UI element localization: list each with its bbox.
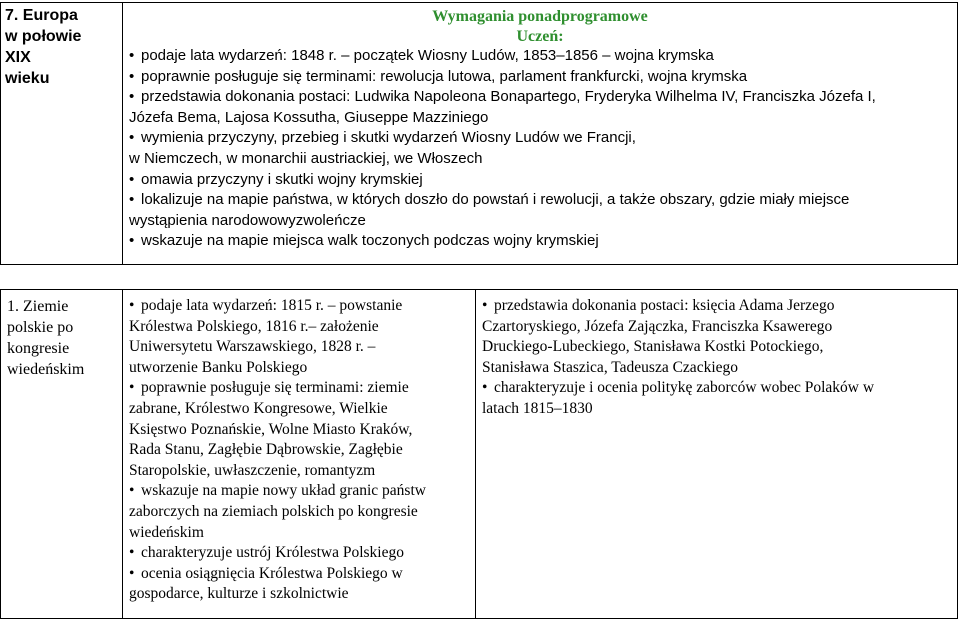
topic-line: wieku: [5, 70, 50, 87]
list-item: [482, 296, 874, 317]
basic-requirements-cell-ziemie: [122, 289, 476, 619]
list-item: [129, 440, 426, 461]
topic-label-ziemie: [7, 296, 84, 380]
list-item-text: zaborczych na ziemiach polskich po kongresie: [129, 502, 418, 520]
list-item: [482, 337, 874, 358]
topic-cell-ziemie: [0, 289, 123, 619]
list-item-text: Uniwersytetu Warszawskiego, 1828 r. –: [129, 338, 376, 356]
list-item-text: • ocenia osiągnięcia Królestwa Polskiego w: [129, 565, 403, 582]
list-item: [129, 87, 876, 108]
list-item: [129, 149, 876, 170]
requirements-cell-europa: [122, 2, 958, 265]
list-item: [482, 399, 874, 420]
list-item-text: • charakteryzuje i ocenia politykę zaborców wobec Polaków w: [482, 379, 874, 396]
list-item: [129, 399, 426, 420]
list-item-text: Księstwo Poznańskie, Wolne Miasto Kraków,: [129, 420, 413, 438]
requirements-list-ziemie-right: [482, 296, 874, 420]
topic-line: wiedeńskim: [7, 361, 85, 378]
topic-line: w połowie: [5, 28, 82, 45]
list-item: [129, 211, 876, 232]
list-item: [482, 317, 874, 338]
list-item: [482, 358, 874, 379]
requirements-list-ziemie-middle: [129, 296, 426, 605]
list-item-text: • wskazuje na mapie miejsca walk toczonych podczas wojny krymskiej: [129, 232, 599, 249]
list-item-text: • poprawnie posługuje się terminami: ziemie: [129, 379, 409, 396]
list-item-text: • omawia przyczyny i skutki wojny krymskiej: [129, 171, 423, 188]
list-item-text: • podaje lata wydarzeń: 1815 r. – powstanie: [129, 297, 402, 314]
list-item: [129, 128, 876, 149]
list-item: [129, 543, 426, 564]
extended-requirements-cell-ziemie: [475, 289, 958, 619]
list-item-text: Józefa Bema, Lajosa Kossutha, Giuseppe Mazziniego: [129, 108, 489, 126]
list-item-text: Staropolskie, uwłaszczenie, romantyzm: [129, 461, 376, 479]
list-item: [129, 481, 426, 502]
list-item-text: • przedstawia dokonania postaci: Ludwika Napoleona Bonapartego, Fryderyka Wilhelma IV, Franciszka Józefa I,: [129, 88, 876, 105]
list-item-text: gospodarce, kulturze i szkolnictwie: [129, 585, 349, 603]
list-item: [129, 46, 876, 67]
list-item-text: • lokalizuje na mapie państwa, w których doszło do powstań i rewolucji, a także obszary, gdzie miały miejsce: [129, 191, 849, 208]
list-item-text: Królestwa Polskiego, 1816 r.– założenie: [129, 317, 379, 335]
list-item-text: • wymienia przyczyny, przebieg i skutki wydarzeń Wiosny Ludów we Francji,: [129, 129, 636, 146]
list-item: [129, 502, 426, 523]
list-item: [129, 170, 876, 191]
topic-label-europa: [5, 5, 81, 89]
list-item: [129, 523, 426, 544]
list-item: [482, 378, 874, 399]
section-heading: Wymagania ponadprogramowe: [432, 8, 648, 25]
list-item: [129, 358, 426, 379]
list-item-text: • charakteryzuje ustrój Królestwa Polskiego: [129, 544, 404, 561]
list-item: [129, 564, 426, 585]
list-item-text: • podaje lata wydarzeń: 1848 r. – początek Wiosny Ludów, 1853–1856 – wojna krymska: [129, 47, 714, 64]
section-subheading: Uczeń:: [516, 28, 564, 45]
list-item: [129, 584, 426, 605]
list-item-text: Druckiego-Lubeckiego, Stanisława Kostki Potockiego,: [482, 338, 824, 356]
list-item-text: Czartoryskiego, Józefa Zajączka, Franciszka Ksawerego: [482, 317, 833, 335]
list-item: [129, 190, 876, 211]
list-item-text: • wskazuje na mapie nowy układ granic państw: [129, 482, 426, 499]
list-item-text: latach 1815–1830: [482, 399, 593, 417]
list-item-text: Rada Stanu, Zagłębie Dąbrowskie, Zagłębie: [129, 441, 403, 459]
list-item: [129, 378, 426, 399]
list-item-text: wystąpienia narodowowyzwoleńcze: [129, 211, 366, 229]
topic-cell-europa: [0, 2, 123, 265]
list-item-text: w Niemczech, w monarchii austriackiej, we Włoszech: [129, 149, 483, 167]
list-item: [129, 461, 426, 482]
topic-line: kongresie: [7, 340, 70, 357]
list-item-text: • poprawnie posługuje się terminami: rewolucja lutowa, parlament frankfurcki, wojna krymska: [129, 68, 747, 85]
list-item: [129, 108, 876, 129]
topic-line: 1. Ziemie: [7, 298, 69, 315]
list-item-text: utworzenie Banku Polskiego: [129, 358, 308, 376]
list-item-text: • przedstawia dokonania postaci: księcia Adama Jerzego: [482, 297, 834, 314]
topic-line: polskie po: [7, 319, 74, 336]
requirements-list-europa: [129, 46, 876, 252]
list-item: [129, 67, 876, 88]
list-item: [129, 337, 426, 358]
list-item: [129, 231, 876, 252]
list-item: [129, 420, 426, 441]
topic-line: 7. Europa: [5, 7, 78, 24]
list-item-text: zabrane, Królestwo Kongresowe, Wielkie: [129, 399, 388, 417]
list-item: [129, 317, 426, 338]
list-item: [129, 296, 426, 317]
topic-line: XIX: [5, 49, 31, 66]
list-item-text: wiedeńskim: [129, 523, 204, 541]
list-item-text: Stanisława Staszica, Tadeusza Czackiego: [482, 358, 739, 376]
